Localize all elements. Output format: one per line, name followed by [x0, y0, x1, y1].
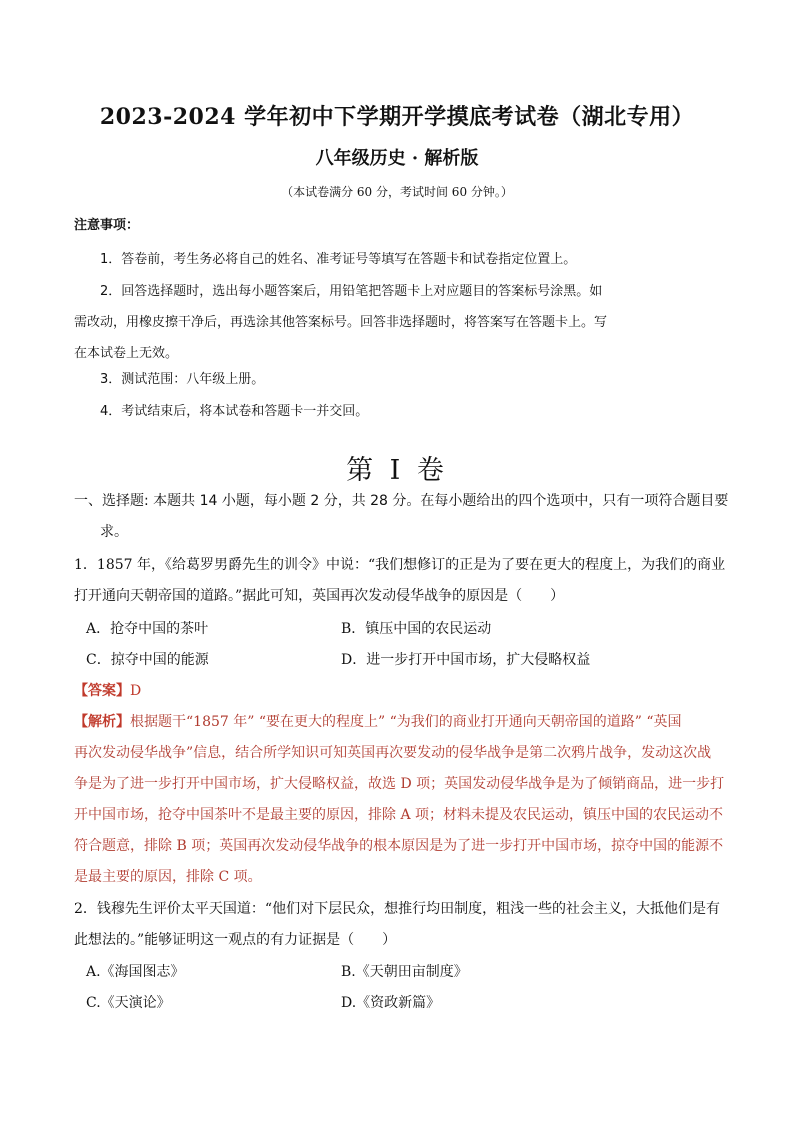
explanation-tag: 【解析】 — [74, 714, 130, 730]
exam-subtitle: 八年级历史 · 解析版 — [315, 148, 479, 169]
question-1-line-2: 打开通向天朝帝国的道路。”据此可知，英国再次发动侵华战争的原因是（ ） — [74, 588, 565, 604]
notice-item-2-line-3: 在本试卷上无效。 — [74, 346, 179, 361]
question-2-option-b: B.《天朝田亩制度》 — [341, 964, 468, 980]
question-1-explanation-line-2: 再次发动侵华战争”信息，结合所学知识可知英国再次要发动的侵华战争是第二次鸦片战争，发动这次战 — [74, 745, 712, 761]
question-1-explanation-line-6: 是最主要的原因，排除 C 项。 — [74, 869, 262, 885]
question-1-explanation-line-5: 符合题意，排除 B 项；英国再次发动侵华战争的根本原因是为了进一步打开中国市场，掠夺中国的能源不 — [74, 838, 724, 854]
question-1-explanation-line-4: 开中国市场，抢夺中国茶叶不是最主要的原因，排除 A 项；材料未提及农民运动，镇压中国的农民运动不 — [74, 807, 724, 823]
question-2-option-d: D.《资政新篇》 — [341, 995, 441, 1011]
question-1-option-d: D．进一步打开中国市场，扩大侵略权益 — [341, 652, 591, 668]
answer-tag: 【答案】 — [74, 683, 130, 699]
question-2-option-a: A.《海国图志》 — [86, 964, 185, 980]
section-heading-line-1: 一、选择题: 本题共 14 小题，每小题 2 分，共 28 分。在每小题给出的四个选项中，只有一项符合题目要 — [74, 493, 729, 509]
notice-item-1: 1．答卷前，考生务必将自己的姓名、准考证号等填写在答题卡和试卷指定位置上。 — [100, 252, 577, 267]
volume-heading: 第 I 卷 — [346, 455, 448, 486]
notice-item-3: 3．测试范围：八年级上册。 — [100, 372, 265, 387]
question-2-line-1: 2．钱穆先生评价太平天国道：“他们对下层民众，想推行均田制度，粗浅一些的社会主义，大抵他们是有 — [74, 901, 721, 917]
question-1-option-b: B．镇压中国的农民运动 — [341, 621, 492, 637]
notice-item-4: 4．考试结束后，将本试卷和答题卡一并交回。 — [100, 404, 369, 419]
question-1-explanation-line-3: 争是为了进一步打开中国市场，扩大侵略权益，故选 D 项；英国发动侵华战争是为了倾销商品，进一步打 — [74, 776, 725, 792]
question-1-option-a: A．抢夺中国的茶叶 — [86, 621, 209, 637]
question-2-option-c: C.《天演论》 — [86, 995, 171, 1011]
notice-heading: 注意事项： — [74, 218, 140, 233]
question-2-line-2: 此想法的。”能够证明这一观点的有力证据是（ ） — [74, 932, 397, 948]
notice-item-2-line-2: 需改动，用橡皮擦干净后，再选涂其他答案标号。回答非选择题时，将答案写在答题卡上。写 — [74, 315, 608, 330]
question-1-answer — [74, 680, 141, 700]
section-heading-line-2: 求。 — [100, 524, 128, 540]
exam-note: （本试卷满分 60 分，考试时间 60 分钟。） — [281, 185, 513, 199]
question-1-explanation-line-1 — [74, 711, 682, 731]
notice-item-2-line-1: 2．回答选择题时，选出每小题答案后，用铅笔把答题卡上对应题目的答案标号涂黑。如 — [100, 284, 603, 299]
question-1-line-1: 1．1857 年，《给葛罗男爵先生的训令》中说：“我们想修订的正是为了要在更大的程度上，为我们的商业 — [74, 557, 726, 573]
explanation-text-1: 根据题干“1857 年” “要在更大的程度上” “为我们的商业打开通向天朝帝国的道路” “英国 — [130, 714, 682, 730]
question-1-option-c: C．掠夺中国的能源 — [86, 652, 209, 668]
exam-title: 2023-2024 学年初中下学期开学摸底考试卷（湖北专用） — [99, 104, 695, 130]
answer-value: D — [130, 683, 142, 699]
